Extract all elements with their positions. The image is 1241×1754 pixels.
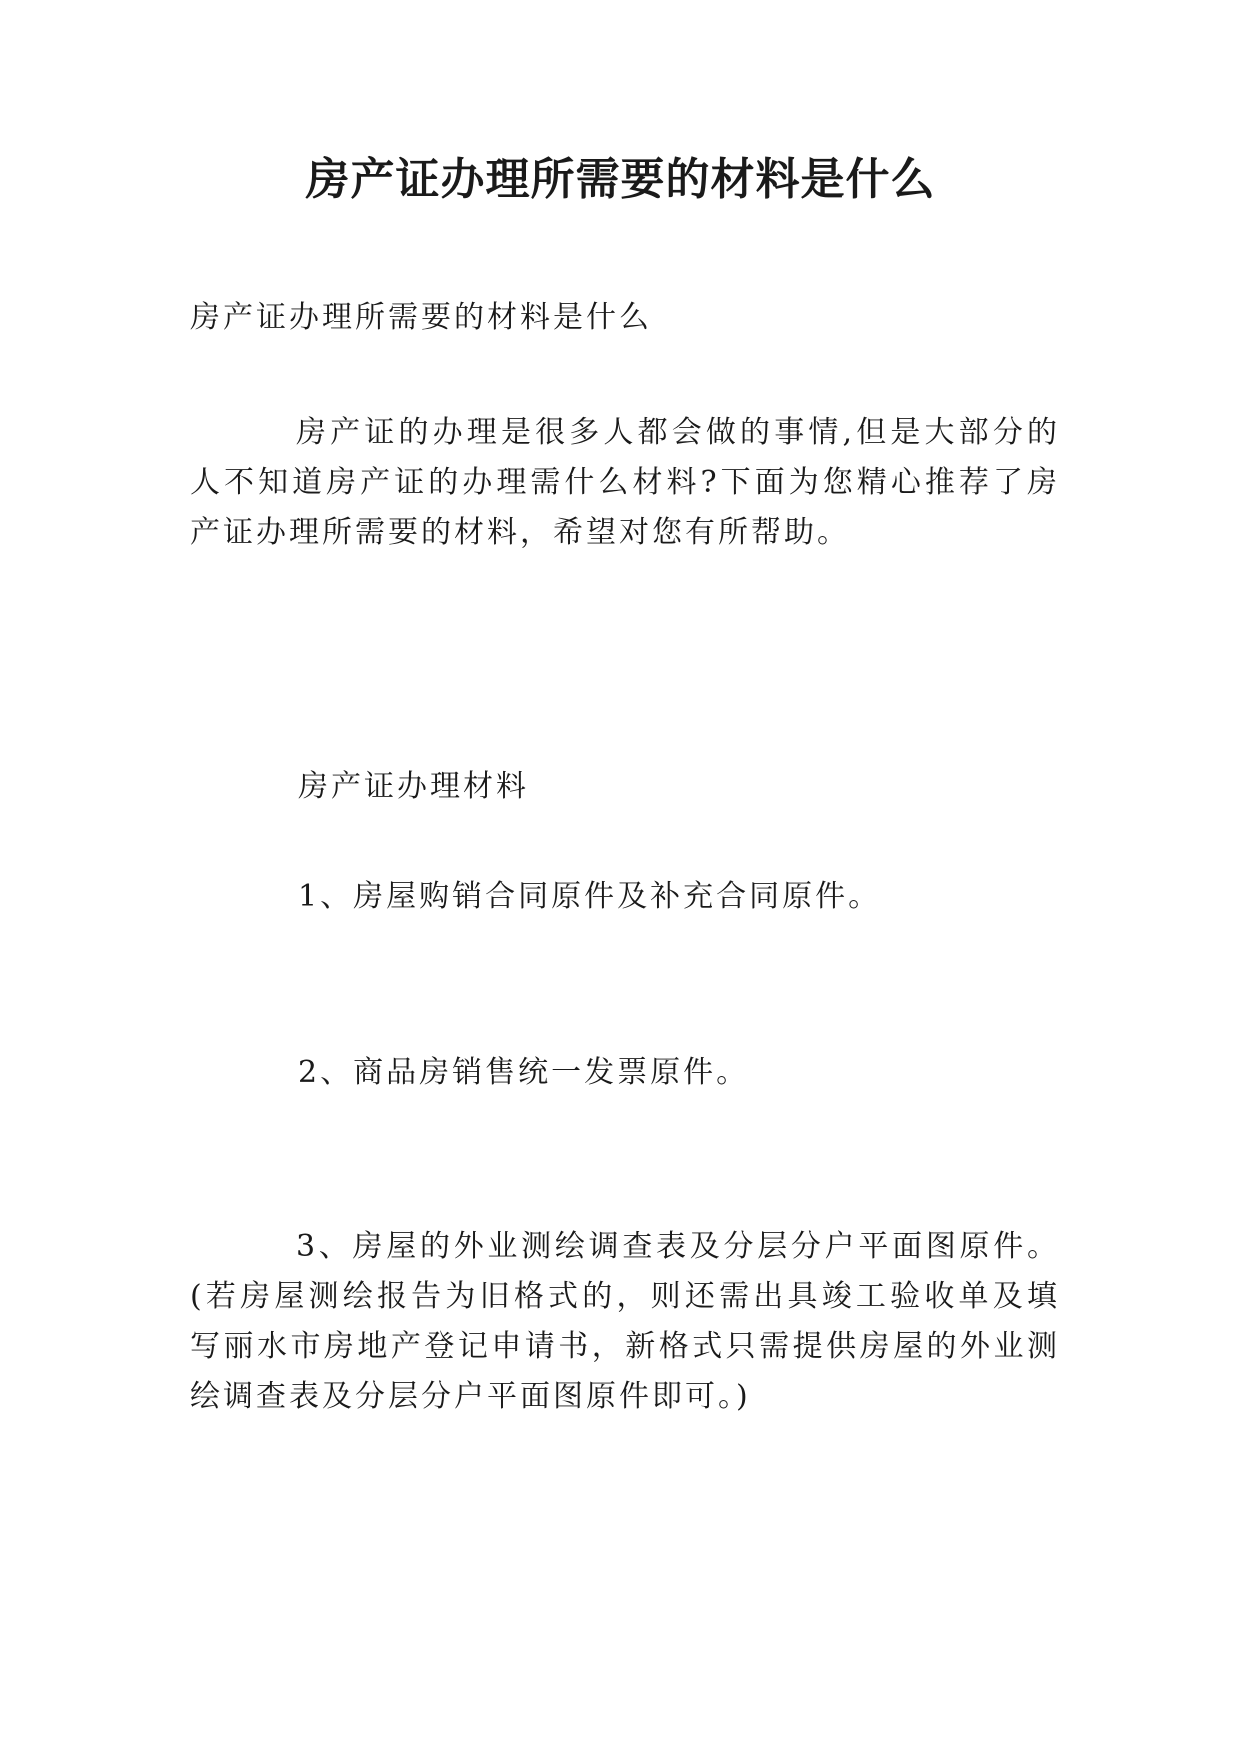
list-item: 2、商品房销售统一发票原件。: [298, 1055, 750, 1090]
intro-paragraph: 房产证的办理是很多人都会做的事情,但是大部分的人不知道房产证的办理需什么材料?下面为您精心推荐了房产证办理所需要的材料，希望对您有所帮助。: [190, 415, 1060, 550]
section-heading: 房产证办理材料: [298, 769, 529, 804]
document-subtitle: 房产证办理所需要的材料是什么: [190, 300, 652, 335]
document-title: 房产证办理所需要的材料是什么: [305, 154, 936, 205]
list-item: 1、房屋购销合同原件及补充合同原件。: [298, 879, 882, 914]
list-item: 3、房屋的外业测绘调查表及分层分户平面图原件。(若房屋测绘报告为旧格式的，则还需出具竣工验收单及填写丽水市房地产登记申请书，新格式只需提供房屋的外业测绘调查表及分层分户平面图原件即可。): [190, 1229, 1060, 1414]
